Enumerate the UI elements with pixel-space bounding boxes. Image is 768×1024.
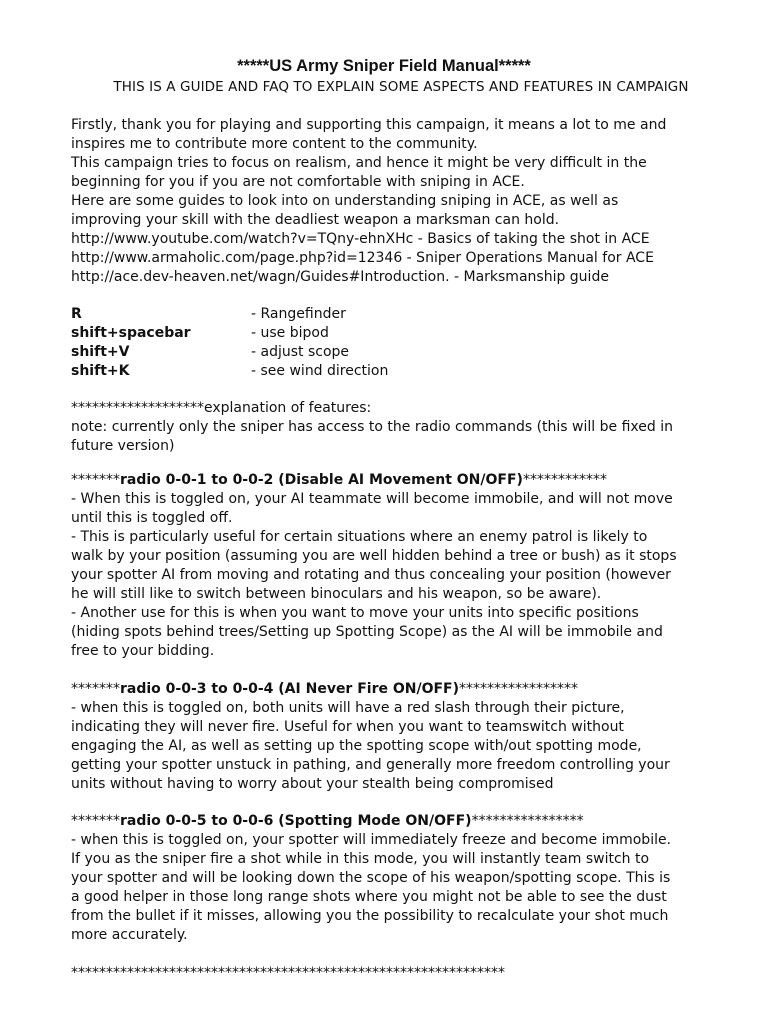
features-note-line: future version) [71,438,175,454]
keybind-key: shift+spacebar [71,325,191,341]
intro-line: This campaign tries to focus on realism, and hence it might be very difficult in the [71,155,647,171]
heading-stars-right: **************** [471,813,584,829]
keybind-desc: - Rangefinder [251,306,346,322]
section-title: radio 0-0-1 to 0-0-2 (Disable AI Movement ON/OFF) [120,472,523,488]
heading-stars-left: ******* [71,472,120,488]
section-line: free to your bidding. [71,643,215,659]
heading-stars-left: ******* [71,813,120,829]
heading-stars-right: ************ [522,472,607,488]
intro-link-armaholic[interactable]: http://www.armaholic.com/page.php?id=12346 - Sniper Operations Manual for ACE [71,250,654,266]
keybind-row [71,343,751,362]
footer-divider [71,964,751,983]
section-line: a good helper in those long range shots where you might not be able to see the dust [71,889,667,905]
heading-stars-right: ***************** [459,681,579,697]
section-line: - This is particularly useful for certain situations where an enemy patrol is likely to [71,529,648,545]
intro-line: inspires me to contribute more content to the community. [71,136,478,152]
features-heading-line [71,399,751,418]
section-line: - when this is toggled on, both units will have a red slash through their picture, [71,700,625,716]
page-title: *****US Army Sniper Field Manual***** [237,57,531,75]
section-line: getting your spotter unstuck in pathing, and generally more freedom controlling your [71,757,670,773]
section-line: engaging the AI, as well as setting up the spotting scope with/out spotting mode, [71,738,642,754]
keybind-list [71,305,751,381]
intro-link-youtube[interactable]: http://www.youtube.com/watch?v=TQny-ehnXHc - Basics of taking the shot in ACE [71,231,650,247]
keybind-row [71,305,751,324]
section-line: he will still like to switch between binoculars and his weapon, so be aware). [71,586,602,602]
section-line: units without having to worry about your stealth being compromised [71,776,554,792]
section-line: indicating they will never fire. Useful for when you want to teamswitch without [71,719,624,735]
intro-line: improving your skill with the deadliest weapon a marksman can hold. [71,212,560,228]
footer-stars: ************************************************************** [71,965,505,981]
intro-link-ace-guide[interactable]: http://ace.dev-heaven.net/wagn/Guides#Introduction. - Marksmanship guide [71,269,609,285]
page-subtitle: THIS IS A GUIDE AND FAQ TO EXPLAIN SOME ASPECTS AND FEATURES IN CAMPAIGN [113,79,689,95]
intro-line: beginning for you if you are not comfortable with sniping in ACE. [71,174,525,190]
section-line: more accurately. [71,927,188,943]
section-heading [71,680,751,699]
section-line: walk by your position (assuming you are well hidden behind a tree or bush) as it stops [71,548,677,564]
intro-line: Here are some guides to look into on understanding sniping in ACE, as well as [71,193,619,209]
keybind-key: shift+V [71,344,130,360]
section-disable-ai-movement [71,471,751,661]
keybind-row [71,362,751,381]
keybind-desc: - see wind direction [251,363,389,379]
section-line: from the bullet if it misses, allowing you the possibility to recalculate your shot much [71,908,669,924]
intro-paragraph [71,116,751,287]
section-line: If you as the sniper fire a shot while in this mode, you will instantly team switch to [71,851,650,867]
heading-stars-left: ******* [71,681,120,697]
intro-line: Firstly, thank you for playing and supporting this campaign, it means a lot to me and [71,117,667,133]
keybind-desc: - adjust scope [251,344,350,360]
section-line: until this is toggled off. [71,510,233,526]
keybind-key: shift+K [71,363,130,379]
section-heading [71,471,751,490]
section-title: radio 0-0-5 to 0-0-6 (Spotting Mode ON/OFF) [120,813,472,829]
keybind-row [71,324,751,343]
section-ai-never-fire [71,680,751,794]
section-title: radio 0-0-3 to 0-0-4 (AI Never Fire ON/OFF) [120,681,460,697]
section-line: - Another use for this is when you want to move your units into specific positions [71,605,639,621]
section-line: (hiding spots behind trees/Setting up Spotting Scope) as the AI will be immobile and [71,624,663,640]
section-heading [71,812,751,831]
keybind-key: R [71,306,82,322]
section-line: your spotter and will be looking down the scope of his weapon/spotting scope. This is [71,870,671,886]
features-heading: explanation of features: [204,400,372,416]
features-note-line: note: currently only the sniper has access to the radio commands (this will be fixed in [71,419,673,435]
section-line: - when this is toggled on, your spotter will immediately freeze and become immobile. [71,832,672,848]
section-spotting-mode [71,812,751,945]
keybind-desc: - use bipod [251,325,329,341]
section-line: your spotter AI from moving and rotating and thus concealing your position (however [71,567,671,583]
features-intro [71,399,751,456]
section-line: - When this is toggled on, your AI teammate will become immobile, and will not move [71,491,673,507]
features-stars: ******************* [71,400,204,416]
